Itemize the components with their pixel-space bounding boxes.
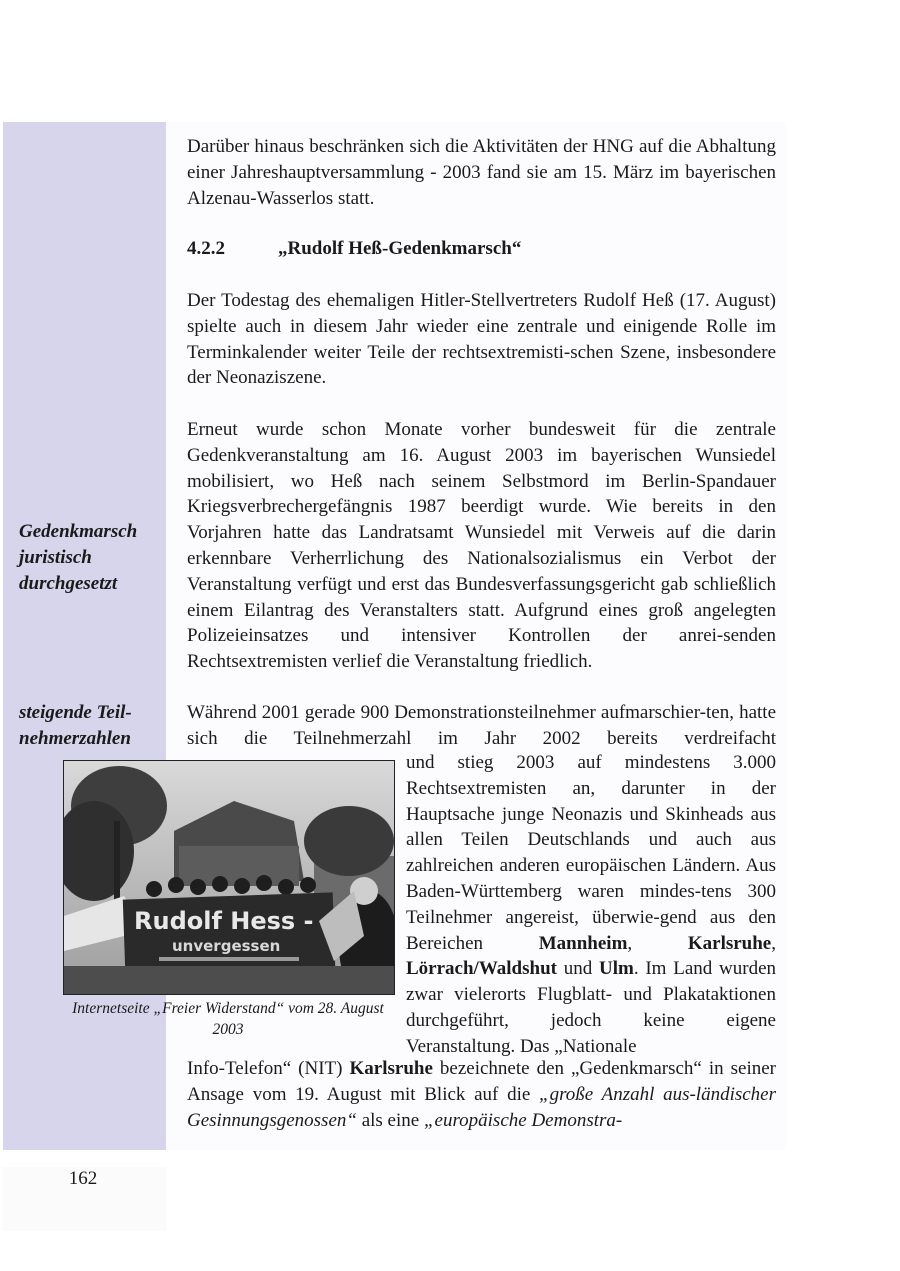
quote-europaeische-demonstration: „europäische Demonstra- [423,1109,623,1131]
section-heading [187,236,521,262]
separator: , [771,932,776,954]
conjunction: und [563,958,593,980]
separator: . [633,958,639,980]
section-number: 4.2.2 [187,238,225,259]
paragraph-3-wrap-a: und stieg 2003 auf mindestens 3.000 Rechtsextremisten an, darunter in der Hauptsache junge Neonazis und Skinheads aus allen Teilen Deutschlands und auch aus zahlreichen anderen europäischen Ländern. Aus Baden-Württemberg waren mindes-tens 300 Teilnehmer angereist, überwie-gend aus den Bereichen [406,752,776,954]
paragraph-intro: Darüber hinaus beschränken sich die Aktivitäten der HNG auf die Abhaltung einer Jahreshauptversammlung - 2003 fand sie am 15. März im bayerischen Alzenau-Wasserlos statt. [187,136,776,209]
paragraph-3-bottom-a: Info-Telefon“ (NIT) [187,1058,343,1079]
section-title: „Rudolf Heß-Gedenkmarsch“ [278,238,522,259]
paragraph-2: Erneut wurde schon Monate vorher bundesweit für die zentrale Gedenkveranstaltung am 16. August 2003 im bayerischen Wunsiedel mobilisiert, wo Heß nach seinem Selbstmord im Berlin-Spandauer Kriegsverbrechergefängnis 1987 beerdigt wurde. Wie bereits in den Vorjahren hatte das Landratsamt Wunsiedel mit Verweis auf die darin erkennbare Verherrlichung des Nationalsozialismus ein Verbot der Veranstaltung verfügt und erst das Bundesverfassungsgericht gab schließlich einem Eilantrag des Veranstalters statt. Aufgrund eines groß angelegten Polizeieinsatzes und intensiver Kontrollen der anrei-senden Rechtsextremisten verlief die Veranstaltung friedlich. [187,419,776,673]
paragraph-3-wrapped [406,750,776,1060]
photo-illustration [64,761,394,994]
paragraph-3-wrap-b: Im Land wurden zwar vielerorts Flugblatt- und Plakataktionen durchgeführt, jedoch keine eigene Veranstaltung. Das „Nationale [406,958,777,1057]
figure-caption: Internetseite „Freier Widerstand“ vom 28. August 2003 [72,1000,384,1038]
city-mannheim: Mannheim [538,932,628,954]
banner-text-slogan: unvergessen [172,937,281,955]
margin-note-gedenkmarsch: Gedenkmarsch juristisch durchgesetzt [19,521,138,594]
sidebar-margin [3,122,166,1150]
city-karlsruhe: Karlsruhe [687,932,772,954]
banner-text-name: Rudolf Hess - [134,907,314,935]
separator: , [627,932,633,954]
city-loerrach-waldshut: Lörrach/Waldshut [406,958,557,980]
city-karlsruhe-nit: Karlsruhe [349,1058,433,1079]
margin-note-teilnehmerzahlen: steigende Teil-nehmerzahlen [19,702,132,749]
paragraph-3-bottom [187,1056,776,1133]
paragraph-3-bottom-b: bezeichnete den „Gedenkmarsch“ in seiner Ansage vom 19. August mit Blick auf die [187,1058,776,1105]
quote-gesinnungsgenossen: „große Anzahl aus-ländischer Gesinnungsgenossen“ [187,1083,777,1131]
paragraph-1: Der Todestag des ehemaligen Hitler-Stellvertreters Rudolf Heß (17. August) spielte auch in diesem Jahr wieder eine zentrale und einigende Rolle im Terminkalender weiter Teile der rechtsextremisti-schen Szene, insbesondere der Neonaziszene. [187,290,776,389]
paragraph-3-top: Während 2001 gerade 900 Demonstrationsteilnehmer aufmarschier-ten, hatte sich die Teilnehmerzahl im Jahr 2002 bereits verdreifacht [187,702,776,749]
page-number: 162 [68,1168,98,1189]
demonstration-photo [63,760,395,995]
paragraph-3-bottom-c: als eine [361,1109,420,1131]
city-ulm: Ulm [599,958,634,980]
